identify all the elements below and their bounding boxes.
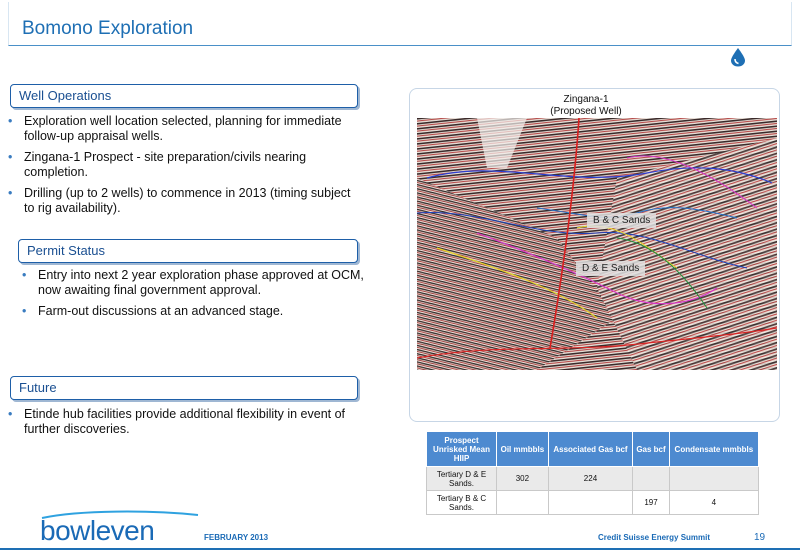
resource-table [426, 431, 759, 515]
footer-line [0, 548, 800, 550]
well-operations-heading-box [10, 84, 358, 108]
page-number: 19 [754, 532, 766, 543]
well-note: (Proposed Well) [550, 106, 622, 117]
footer-date: FEBRUARY 2013 [204, 533, 269, 542]
column-header: Condensate mmbbls [669, 432, 758, 467]
column-header: Oil mmbbls [497, 432, 549, 467]
table-cell: 197 [633, 491, 670, 515]
title-bar [0, 0, 800, 50]
table-row [427, 467, 759, 491]
well-label [526, 94, 646, 118]
permit-status-list [22, 268, 367, 325]
table-cell: 4 [669, 491, 758, 515]
logo-text: bowleven [40, 515, 155, 546]
list-item: • Zingana-1 Prospect - site preparation/civils nearing completion. [8, 150, 358, 180]
page-title: Bomono Exploration [22, 18, 194, 39]
list-item: • Etinde hub facilities provide additional flexibility in event of further discoveries. [8, 407, 363, 437]
water-drop-icon [730, 47, 746, 67]
seismic-section-image [417, 118, 777, 370]
table-cell: 302 [497, 467, 549, 491]
column-header: Prospect Unrisked Mean HIIP [427, 432, 497, 467]
table-cell: Tertiary B & C Sands. [427, 491, 497, 515]
well-operations-list [8, 114, 358, 222]
list-item: • Farm-out discussions at an advanced stage. [22, 304, 367, 319]
bc-sands-label: B & C Sands [587, 213, 656, 228]
table-cell [497, 491, 549, 515]
future-heading: Future [19, 380, 57, 395]
table-cell [633, 467, 670, 491]
table-header-row [427, 432, 759, 467]
permit-status-heading: Permit Status [27, 243, 106, 258]
column-header: Associated Gas bcf [548, 432, 632, 467]
footer-event: Credit Suisse Energy Summit [598, 533, 711, 542]
future-list [8, 407, 363, 443]
list-item: • Entry into next 2 year exploration phase approved at OCM, now awaiting final government approval. [22, 268, 367, 298]
table-cell: Tertiary D & E Sands. [427, 467, 497, 491]
well-operations-heading: Well Operations [19, 88, 112, 103]
well-name: Zingana-1 [563, 94, 609, 105]
bowleven-logo [40, 515, 154, 547]
table-cell: 224 [548, 467, 632, 491]
column-header: Gas bcf [633, 432, 670, 467]
table-row [427, 491, 759, 515]
list-item: • Drilling (up to 2 wells) to commence in 2013 (timing subject to rig availability). [8, 186, 358, 216]
de-sands-label: D & E Sands [576, 261, 645, 276]
table-cell [548, 491, 632, 515]
list-item: • Exploration well location selected, planning for immediate follow-up appraisal wells. [8, 114, 358, 144]
permit-status-heading-box [18, 239, 358, 263]
future-heading-box [10, 376, 358, 400]
table-cell [669, 467, 758, 491]
